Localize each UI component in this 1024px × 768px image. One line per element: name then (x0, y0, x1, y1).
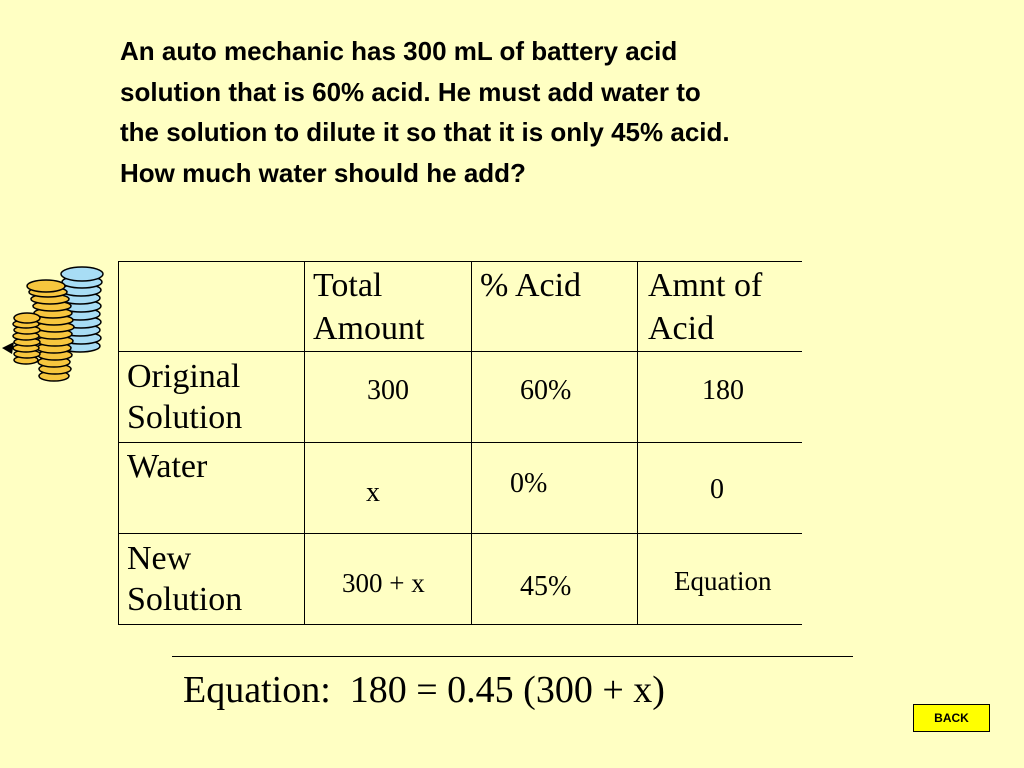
header-total-amount: Total Amount (313, 267, 425, 347)
cell-new-percent: 45% (520, 571, 572, 602)
cell-new-total: 300 + x (342, 568, 425, 598)
table-column-divider (637, 261, 638, 625)
divider-line (172, 656, 853, 657)
cell-water-total: x (366, 477, 380, 508)
back-button[interactable]: BACK (913, 704, 990, 732)
table-border-bottom (118, 624, 802, 625)
row-label-new: New Solution (127, 540, 243, 618)
header-percent-acid: % Acid (480, 267, 582, 304)
cell-original-percent: 60% (520, 375, 572, 406)
table-row-divider (118, 533, 802, 534)
cell-water-amount: 0 (710, 474, 724, 505)
coin-stacks-icon (0, 262, 110, 387)
table-row-divider (118, 442, 802, 443)
mixture-table (118, 261, 802, 625)
problem-statement: An auto mechanic has 300 mL of battery acid solution that is 60% acid. He must add water to the solution to dilute it so that it is only 45% acid. How much water should he add? (120, 36, 730, 188)
table-column-divider (304, 261, 305, 625)
row-label-water: Water (127, 448, 208, 485)
cell-water-percent: 0% (510, 468, 548, 499)
cell-original-amount: 180 (702, 375, 744, 406)
table-border-top (118, 261, 802, 262)
table-column-divider (471, 261, 472, 625)
table-row-divider (118, 351, 802, 352)
cell-original-total: 300 (367, 375, 409, 406)
equation-text: Equation: 180 = 0.45 (300 + x) (183, 669, 665, 711)
table-border-left (118, 261, 119, 625)
header-amount-acid: Amnt of Acid (648, 267, 763, 347)
cell-new-amount: Equation (674, 566, 772, 596)
row-label-original: Original Solution (127, 358, 243, 436)
